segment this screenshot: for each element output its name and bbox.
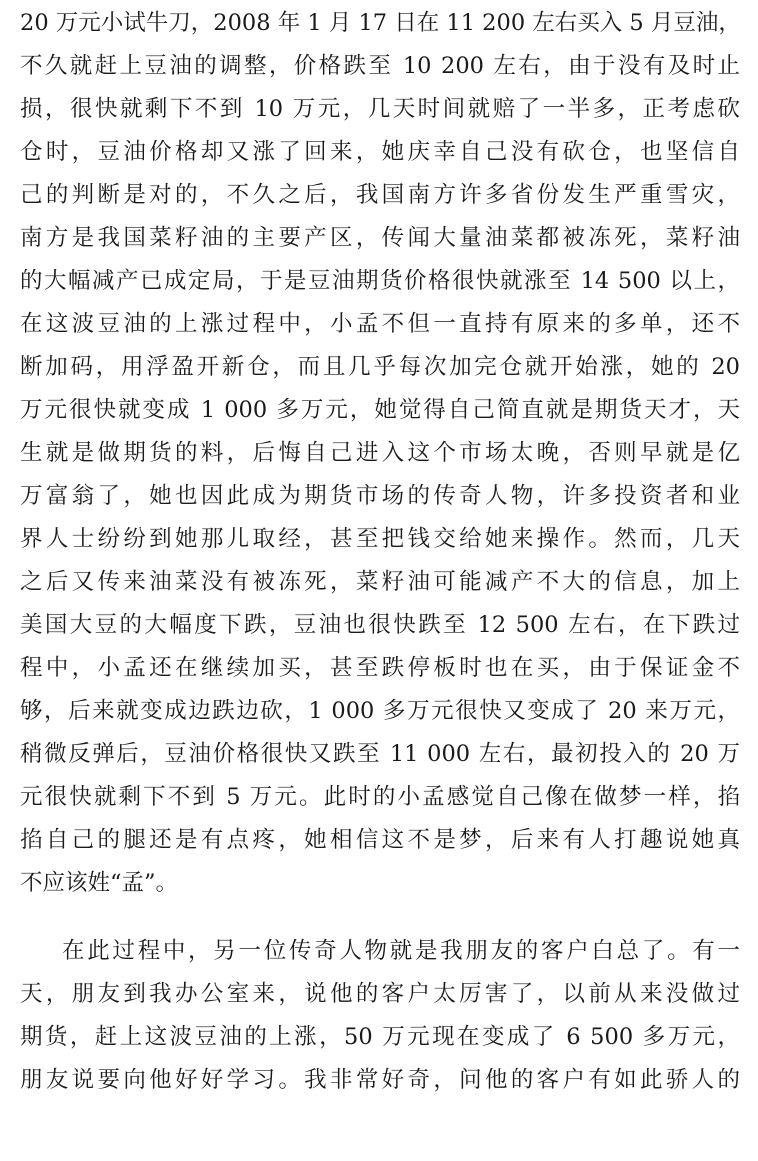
text-line: 的大幅减产已成定局，于是豆油期货价格很快就涨至 14 500 以上， — [20, 268, 740, 294]
text-line: 美国大豆的大幅度下跌，豆油也很快跌至 12 500 左右，在下跌过 — [20, 612, 740, 638]
text-line: 在此过程中，另一位传奇人物就是我朋友的客户白总了。有一 — [62, 938, 740, 964]
text-line: 掐自己的腿还是有点疼，她相信这不是梦，后来有人打趣说她真 — [20, 827, 740, 853]
text-line: 万元很快就变成 1 000 多万元，她觉得自己简直就是期货天才，天 — [20, 397, 740, 423]
text-line: 界人士纷纷到她那儿取经，甚至把钱交给她来操作。然而，几天 — [20, 526, 740, 552]
text-line: 己的判断是对的，不久之后，我国南方许多省份发生严重雪灾， — [20, 182, 740, 208]
text-line: 不应该姓“孟”。 — [20, 870, 179, 896]
text-line: 稍微反弹后，豆油价格很快又跌至 11 000 左右，最初投入的 20 万 — [20, 741, 740, 767]
text-line: 期货，赶上这波豆油的上涨，50 万元现在变成了 6 500 多万元， — [20, 1024, 740, 1050]
text-line: 元很快就剩下不到 5 万元。此时的小孟感觉自己像在做梦一样，掐 — [20, 784, 740, 810]
text-line: 万富翁了，她也因此成为期货市场的传奇人物，许多投资者和业 — [20, 483, 740, 509]
text-line: 朋友说要向他好好学习。我非常好奇，问他的客户有如此骄人的 — [20, 1067, 740, 1093]
text-line: 程中，小孟还在继续加买，甚至跌停板时也在买，由于保证金不 — [20, 655, 740, 681]
text-line: 断加码，用浮盈开新仓，而且几乎每次加完仓就开始涨，她的 20 — [20, 354, 740, 380]
text-line: 天，朋友到我办公室来，说他的客户太厉害了，以前从来没做过 — [20, 981, 740, 1007]
text-line: 不久就赶上豆油的调整，价格跌至 10 200 左右，由于没有及时止 — [20, 53, 740, 79]
text-line: 南方是我国菜籽油的主要产区，传闻大量油菜都被冻死，菜籽油 — [20, 225, 740, 251]
text-line: 仓时，豆油价格却又涨了回来，她庆幸自己没有砍仓，也坚信自 — [20, 139, 740, 165]
text-line: 够，后来就变成边跌边砍，1 000 多万元很快又变成了 20 来万元， — [20, 698, 740, 724]
text-line: 之后又传来油菜没有被冻死，菜籽油可能减产不大的信息，加上 — [20, 569, 740, 595]
text-line: 生就是做期货的料，后悔自己进入这个市场太晚，否则早就是亿 — [20, 440, 740, 466]
text-line: 20 万元小试牛刀，2008 年 1 月 17 日在 11 200 左右买入 5 月豆油， — [20, 10, 741, 36]
text-line: 在这波豆油的上涨过程中，小孟不但一直持有原来的多单，还不 — [20, 311, 740, 337]
text-line: 损，很快就剩下不到 10 万元，几天时间就赔了一半多，正考虑砍 — [20, 96, 740, 122]
